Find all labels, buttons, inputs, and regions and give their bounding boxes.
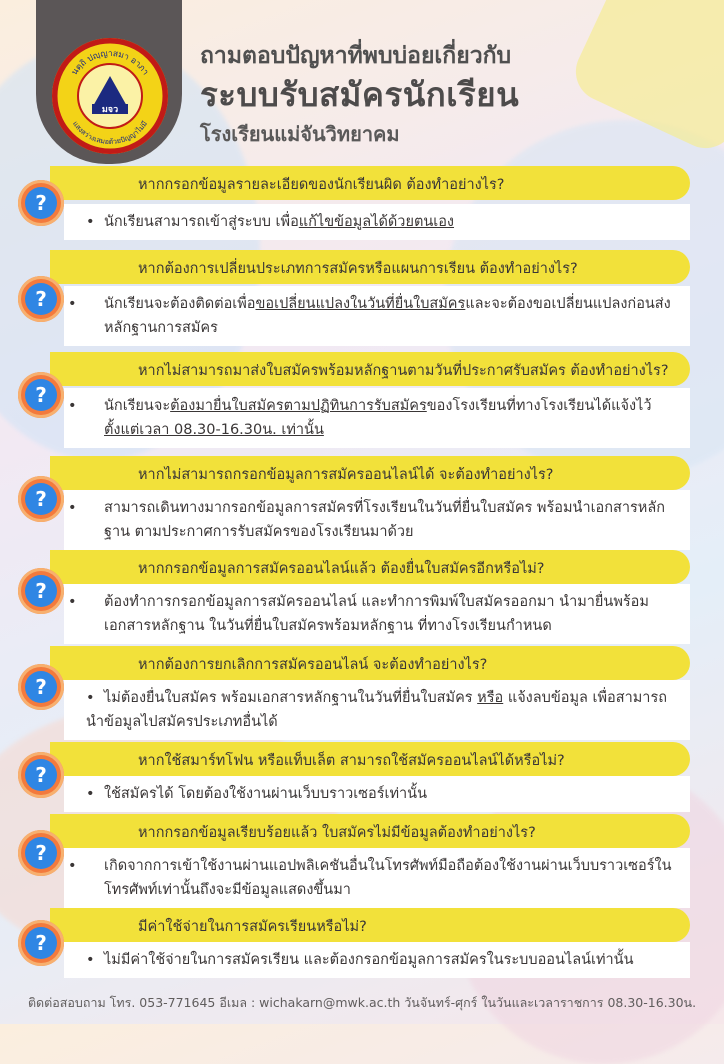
question-bar (50, 742, 690, 776)
question-icon: ? (18, 920, 64, 966)
answer-box: • ไม่ต้องยื่นใบสมัคร พร้อมเอกสารหลักฐานในวันที่ยื่นใบสมัคร หรือ แจ้งลบข้อมูล เพื่อสามารถนำข้อมูลไปสมัครประเภทอื่นได้ (64, 680, 690, 740)
answer-emphasis: ต้องมายื่นใบสมัครตามปฏิทินการรับสมัคร (170, 398, 427, 414)
question-bar (50, 456, 690, 490)
answer-text: นักเรียนจะ (104, 398, 171, 414)
answer-text: และจะต้องขอเปลี่ยนแปลงก่อนส่งหลักฐานการสมัคร (104, 296, 671, 336)
answer-text: สามารถเดินทางมากรอกข้อมูลการสมัครที่โรงเรียนในวันที่ยื่นใบสมัคร พร้อมนำเอกสารหลักฐาน ตามประกาศการรับสมัครของโรงเรียนมาด้วย (104, 500, 666, 540)
answer-emphasis: แก้ไขข้อมูลได้ด้วยตนเอง (298, 214, 455, 230)
question-icon: ? (18, 276, 64, 322)
question-bar (50, 166, 690, 200)
answer-box: • ต้องทำการกรอกข้อมูลการสมัครออนไลน์ และทำการพิมพ์ใบสมัครออกมา นำมายื่นพร้อมเอกสารหลักฐาน ในวันที่ยื่นใบสมัครพร้อมหลักฐาน ที่ทางโรงเรียนกำหนด (64, 584, 690, 644)
question-bar (50, 352, 690, 386)
question-text: หากไม่สามารถมาส่งใบสมัครพร้อมหลักฐานตามวันที่ประกาศรับสมัคร ต้องทำอย่างไร? (138, 363, 669, 379)
question-icon: ? (18, 830, 64, 876)
question-icon: ? (18, 752, 64, 798)
question-icon: ? (18, 664, 64, 710)
question-icon: ? (18, 180, 64, 226)
answer-box: • นักเรียนจะต้องมายื่นใบสมัครตามปฏิทินการรับสมัครของโรงเรียนที่ทางโรงเรียนได้แจ้งไว้ ตั้งแต่เวลา 08.30-16.30น. เท่านั้น (64, 388, 690, 448)
answer-box: • ใช้สมัครได้ โดยต้องใช้งานผ่านเว็บบราวเซอร์เท่านั้น (64, 776, 690, 812)
answer-text: นักเรียนสามารถเข้าสู่ระบบ เพื่อ (104, 214, 299, 230)
answer-text: ไม่มีค่าใช้จ่ายในการสมัครเรียน และต้องกรอกข้อมูลการสมัครในระบบออนไลน์เท่านั้น (104, 952, 634, 968)
answer-box: • ไม่มีค่าใช้จ่ายในการสมัครเรียน และต้องกรอกข้อมูลการสมัครในระบบออนไลน์เท่านั้น (64, 942, 690, 978)
answer-text: ไม่ต้องยื่นใบสมัคร พร้อมเอกสารหลักฐานในวันที่ยื่นใบสมัคร (104, 690, 478, 706)
question-icon: ? (18, 476, 64, 522)
question-bar (50, 814, 690, 848)
answer-box: • นักเรียนสามารถเข้าสู่ระบบ เพื่อแก้ไขข้อมูลได้ด้วยตนเอง (64, 204, 690, 240)
answer-emphasis: หรือ (477, 690, 504, 706)
answer-text: ใช้สมัครได้ โดยต้องใช้งานผ่านเว็บบราวเซอร์เท่านั้น (104, 786, 428, 802)
answer-text: แจ้งลบข้อมูล เพื่อสามารถนำข้อมูลไปสมัครประเภทอื่นได้ (86, 690, 668, 730)
question-text: หากใช้สมาร์ทโฟน หรือแท็บเล็ต สามารถใช้สมัครออนไลน์ได้หรือไม่? (138, 753, 565, 769)
answer-text: ต้องทำการกรอกข้อมูลการสมัครออนไลน์ และทำการพิมพ์ใบสมัครออกมา นำมายื่นพร้อมเอกสารหลักฐาน ในวันที่ยื่นใบสมัครพร้อมหลักฐาน ที่ทางโรงเรียนกำหนด (104, 594, 649, 634)
question-text: หากกรอกข้อมูลรายละเอียดของนักเรียนผิด ต้องทำอย่างไร? (138, 177, 505, 193)
answer-box: • สามารถเดินทางมากรอกข้อมูลการสมัครที่โรงเรียนในวันที่ยื่นใบสมัคร พร้อมนำเอกสารหลักฐาน ตามประกาศการรับสมัครของโรงเรียนมาด้วย (64, 490, 690, 550)
logo-motto-translation: แสงสว่างเสมอด้วยปัญญาไม่มี (70, 119, 150, 147)
answer-text: เกิดจากการเข้าใช้งานผ่านแอปพลิเคชันอื่นในโทรศัพท์มือถือต้องใช้งานผ่านเว็บบราวเซอร์ในโทรศัพท์เท่านั้นถึงจะมีข้อมูลแสดงขึ้นมา (104, 858, 672, 898)
answer-box: • นักเรียนจะต้องติดต่อเพื่อขอเปลี่ยนแปลงในวันที่ยื่นใบสมัครและจะต้องขอเปลี่ยนแปลงก่อนส่งหลักฐานการสมัคร (64, 286, 690, 346)
question-icon: ? (18, 568, 64, 614)
question-bar (50, 646, 690, 680)
answer-emphasis: ขอเปลี่ยนแปลงในวันที่ยื่นใบสมัคร (255, 296, 466, 312)
answer-emphasis: ตั้งแต่เวลา 08.30-16.30น. เท่านั้น (104, 422, 324, 438)
question-bar (50, 908, 690, 942)
question-icon: ? (18, 372, 64, 418)
page-subtitle: โรงเรียนแม่จันวิทยาคม (200, 122, 400, 146)
answer-text: นักเรียนจะต้องติดต่อเพื่อ (104, 296, 256, 312)
question-text: หากต้องการเปลี่ยนประเภทการสมัครหรือแผนการเรียน ต้องทำอย่างไร? (138, 261, 578, 277)
question-bar (50, 250, 690, 284)
question-text: หากกรอกข้อมูลการสมัครออนไลน์แล้ว ต้องยื่นใบสมัครอีกหรือไม่? (138, 561, 545, 577)
question-bar (50, 550, 690, 584)
question-text: หากต้องการยกเลิกการสมัครออนไลน์ จะต้องทำอย่างไร? (138, 657, 488, 673)
contact-footer: ติดต่อสอบถาม โทร. 053-771645 อีเมล : wichakarn@mwk.ac.th วันจันทร์-ศุกร์ ในวันและเวลาราชการ 08.30-16.30น. (27, 995, 697, 1010)
logo-motto-text: นตฺถิ ปญฺญาสมา อาภา (69, 48, 151, 78)
answer-box: • เกิดจากการเข้าใช้งานผ่านแอปพลิเคชันอื่นในโทรศัพท์มือถือต้องใช้งานผ่านเว็บบราวเซอร์ในโทรศัพท์เท่านั้นถึงจะมีข้อมูลแสดงขึ้นมา (64, 848, 690, 908)
logo-initials: มจว (101, 105, 119, 115)
page-title-line1: ถามตอบปัญหาที่พบบ่อยเกี่ยวกับ (200, 43, 512, 69)
question-text: หากกรอกข้อมูลเรียบร้อยแล้ว ใบสมัครไม่มีข้อมูลต้องทำอย่างไร? (138, 825, 536, 841)
question-text: มีค่าใช้จ่ายในการสมัครเรียนหรือไม่? (138, 919, 367, 935)
question-text: หากไม่สามารถกรอกข้อมูลการสมัครออนไลน์ได้ จะต้องทำอย่างไร? (138, 467, 554, 483)
answer-text: ของโรงเรียนที่ทางโรงเรียนได้แจ้งไว้ (426, 398, 652, 414)
page-title-line2: ระบบรับสมัครนักเรียน (200, 75, 520, 114)
